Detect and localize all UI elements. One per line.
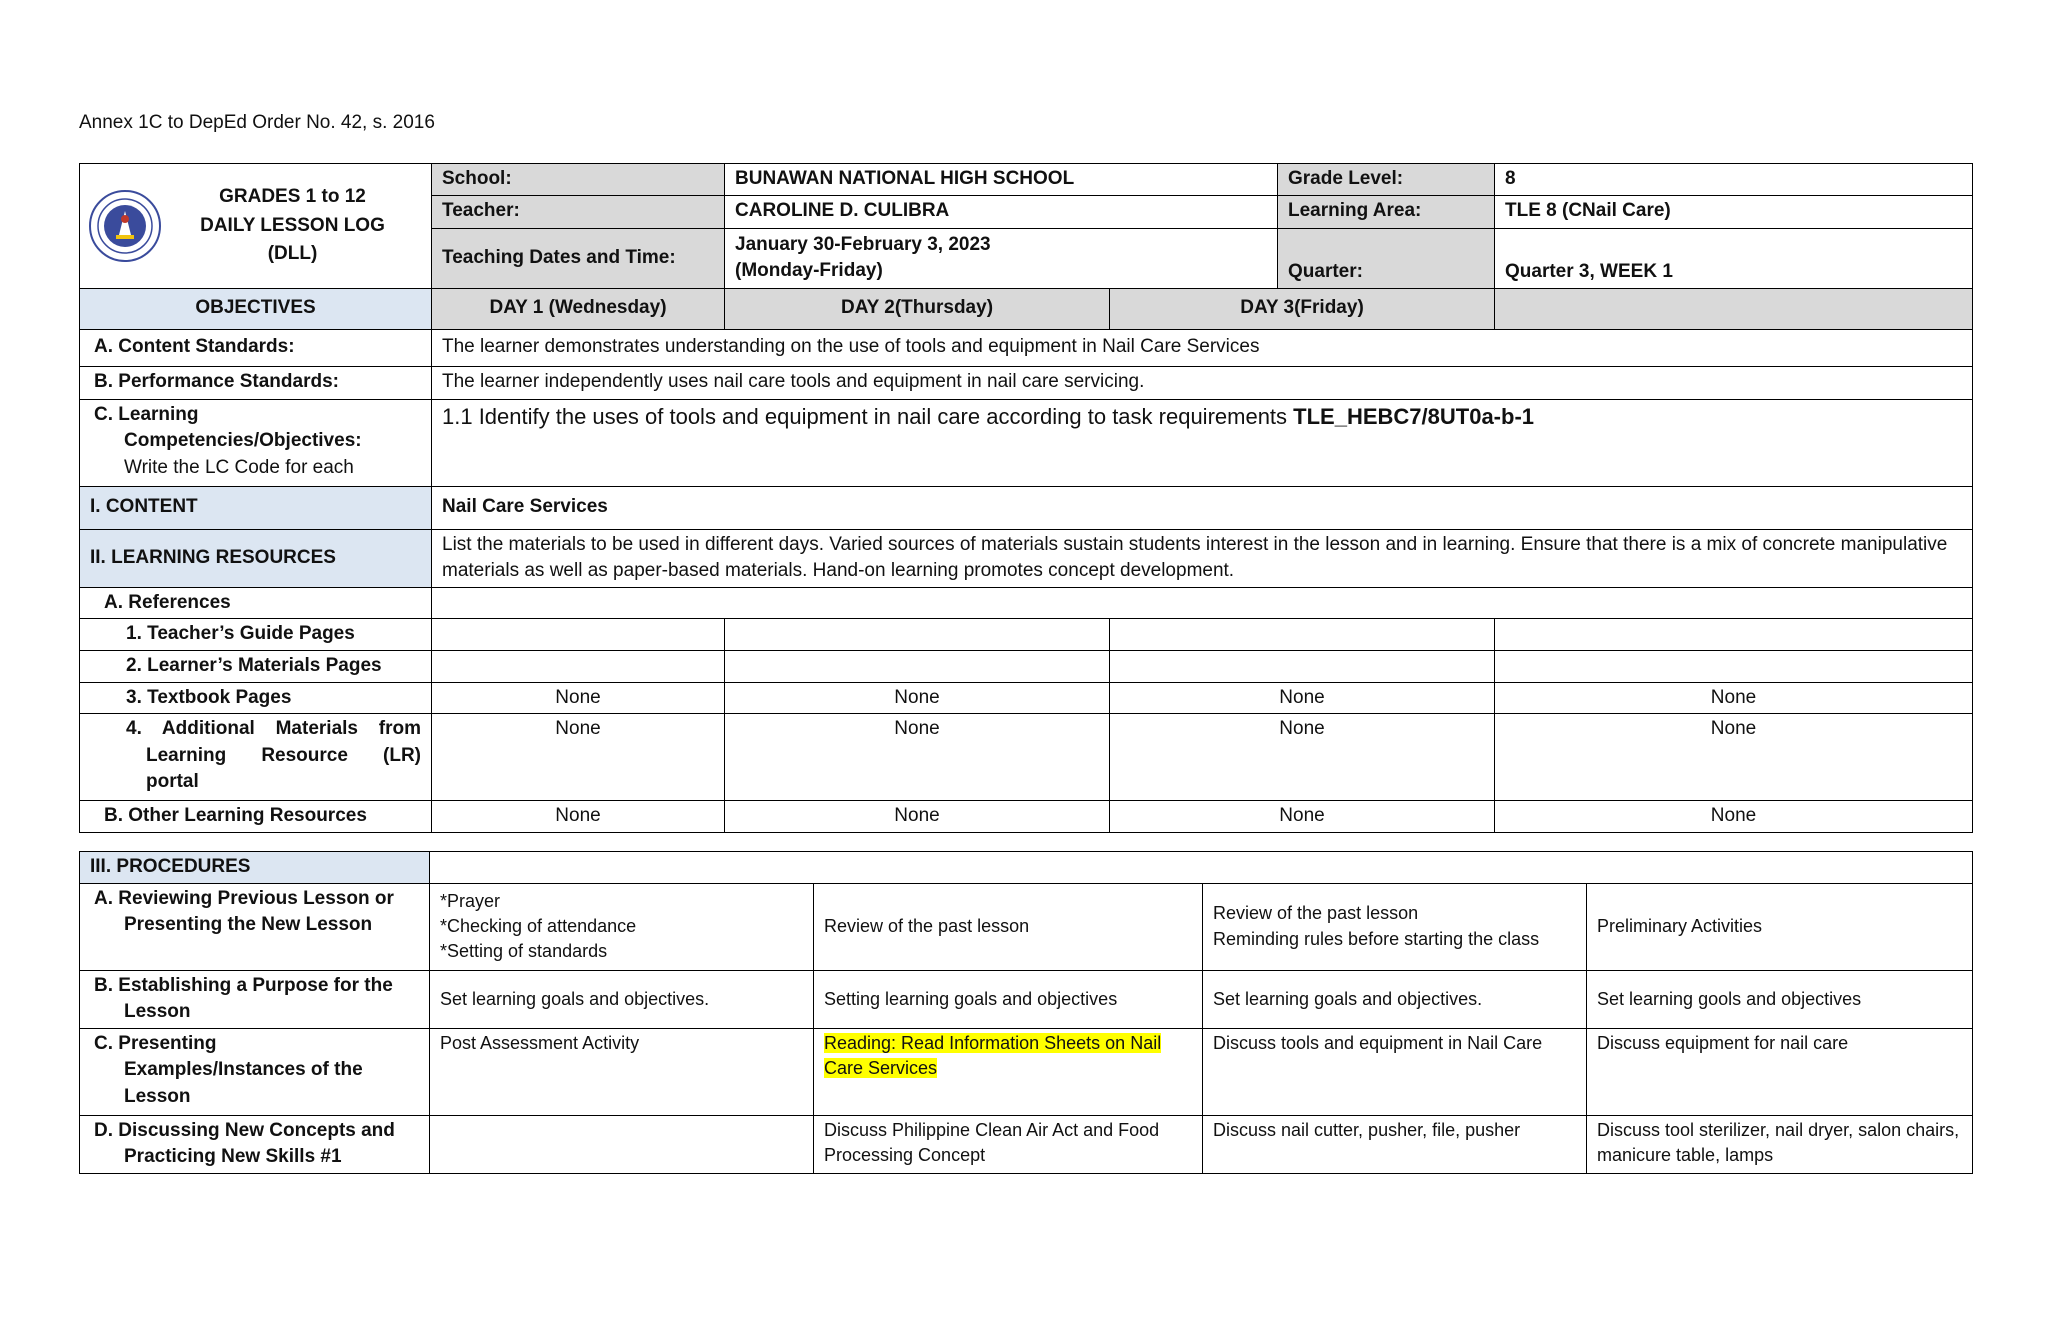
lc-code: TLE_HEBC7/8UT0a-b-1 <box>1293 403 1535 429</box>
dates-line: January 30-February 3, 2023 <box>735 233 991 255</box>
procedures-table <box>79 851 1973 1174</box>
school-label: School: <box>432 164 725 196</box>
procedure-d-day1 <box>430 1115 814 1173</box>
procedure-d-label: D. Discussing New Concepts and Practicing New Skills #1 <box>80 1115 430 1173</box>
day4-header <box>1495 288 1973 329</box>
dll-title-line: DAILY LESSON LOG <box>200 214 385 236</box>
lm-day3 <box>1110 650 1495 682</box>
lm-day4 <box>1495 650 1973 682</box>
textbook-day2: None <box>725 682 1110 714</box>
textbook-pages-label: 3. Textbook Pages <box>80 682 432 714</box>
annex-reference: Annex 1C to DepEd Order No. 42, s. 2016 <box>79 112 435 133</box>
quarter-value: Quarter 3, WEEK 1 <box>1495 228 1973 288</box>
content-standards-text: The learner demonstrates understanding on the use of tools and equipment in Nail Care Services <box>432 329 1973 366</box>
procedure-d-day3: Discuss nail cutter, pusher, file, pusher <box>1203 1115 1587 1173</box>
additional-day3: None <box>1110 714 1495 801</box>
procedure-b-label: B. Establishing a Purpose for the Lesson <box>80 970 430 1028</box>
procedure-c-day2 <box>814 1028 1203 1115</box>
tg-day1 <box>432 619 725 651</box>
teacher-label: Teacher: <box>432 195 725 228</box>
teaching-dates-label: Teaching Dates and Time: <box>432 228 725 288</box>
tg-day3 <box>1110 619 1495 651</box>
procedure-d-day4: Discuss tool sterilizer, nail dryer, salon chairs, manicure table, lamps <box>1587 1115 1973 1173</box>
competencies-label: C. Learning Competencies/Objectives: Write the LC Code for each <box>80 399 432 486</box>
objectives-header: OBJECTIVES <box>80 288 432 329</box>
day2-header: DAY 2(Thursday) <box>725 288 1110 329</box>
procedures-label: III. PROCEDURES <box>80 852 430 884</box>
other-day2: None <box>725 801 1110 833</box>
procedure-a-day4: Preliminary Activities <box>1587 883 1973 970</box>
additional-materials-label: 4. Additional Materials from Learning Resource (LR) portal <box>80 714 432 801</box>
day1-header: DAY 1 (Wednesday) <box>432 288 725 329</box>
grade-level-label: Grade Level: <box>1278 164 1495 196</box>
dates-line: (Monday-Friday) <box>735 260 883 282</box>
procedure-a-day1: *Prayer *Checking of attendance *Setting of standards <box>430 883 814 970</box>
competencies-text: 1.1 Identify the uses of tools and equipment in nail care according to task requirements TLE_HEBC7/8UT0a-b-1 <box>432 399 1973 486</box>
learners-materials-label: 2. Learner’s Materials Pages <box>80 650 432 682</box>
procedure-a-label: A. Reviewing Previous Lesson or Presenting the New Lesson <box>80 883 430 970</box>
additional-day1: None <box>432 714 725 801</box>
content-standards-label: A. Content Standards: <box>80 329 432 366</box>
learning-area-label: Learning Area: <box>1278 195 1495 228</box>
procedures-header-cell <box>430 852 1973 884</box>
procedure-c-day3: Discuss tools and equipment in Nail Care <box>1203 1028 1587 1115</box>
deped-seal-icon <box>88 189 162 263</box>
procedure-c-label: C. Presenting Examples/Instances of the Lesson <box>80 1028 430 1115</box>
lesson-log-table <box>79 163 1973 833</box>
textbook-day4: None <box>1495 682 1973 714</box>
procedure-b-day1: Set learning goals and objectives. <box>430 970 814 1028</box>
highlighted-reading-text: Reading: Read Information Sheets on Nail Care Services <box>824 1032 1162 1078</box>
other-day4: None <box>1495 801 1973 833</box>
school-value: BUNAWAN NATIONAL HIGH SCHOOL <box>725 164 1278 196</box>
additional-day4: None <box>1495 714 1973 801</box>
learning-resources-text: List the materials to be used in different days. Varied sources of materials sustain students interest in the lesson and in learning. Ensure that there is a mix of concrete manipulative materials as well as paper-based materials. Hand-on learning promotes concept development. <box>432 529 1973 587</box>
lm-day2 <box>725 650 1110 682</box>
procedure-a-day2: Review of the past lesson <box>814 883 1203 970</box>
other-day3: None <box>1110 801 1495 833</box>
lm-day1 <box>432 650 725 682</box>
teachers-guide-label: 1. Teacher’s Guide Pages <box>80 619 432 651</box>
quarter-label: Quarter: <box>1278 228 1495 288</box>
content-value: Nail Care Services <box>432 486 1973 529</box>
procedure-b-day3: Set learning goals and objectives. <box>1203 970 1587 1028</box>
day3-header: DAY 3(Friday) <box>1110 288 1495 329</box>
procedure-b-day2: Setting learning goals and objectives <box>814 970 1203 1028</box>
textbook-day3: None <box>1110 682 1495 714</box>
dll-title-cell <box>80 164 432 289</box>
procedure-d-day2: Discuss Philippine Clean Air Act and Food Processing Concept <box>814 1115 1203 1173</box>
performance-standards-label: B. Performance Standards: <box>80 366 432 399</box>
learning-resources-label: II. LEARNING RESOURCES <box>80 529 432 587</box>
procedure-b-day4: Set learning gools and objectives <box>1587 970 1973 1028</box>
dll-title-line: (DLL) <box>267 243 318 265</box>
other-day1: None <box>432 801 725 833</box>
textbook-day1: None <box>432 682 725 714</box>
learning-area-value: TLE 8 (CNail Care) <box>1495 195 1973 228</box>
tg-day2 <box>725 619 1110 651</box>
other-resources-label: B. Other Learning Resources <box>80 801 432 833</box>
references-label: A. References <box>80 587 432 619</box>
tg-day4 <box>1495 619 1973 651</box>
performance-standards-text: The learner independently uses nail care tools and equipment in nail care servicing. <box>432 366 1973 399</box>
procedure-c-day4: Discuss equipment for nail care <box>1587 1028 1973 1115</box>
procedure-a-day3: Review of the past lesson Reminding rules before starting the class <box>1203 883 1587 970</box>
teacher-value: CAROLINE D. CULIBRA <box>725 195 1278 228</box>
procedure-c-day1: Post Assessment Activity <box>430 1028 814 1115</box>
references-cell <box>432 587 1973 619</box>
grade-level-value: 8 <box>1495 164 1973 196</box>
content-section-label: I. CONTENT <box>80 486 432 529</box>
dll-title-line: GRADES 1 to 12 <box>219 186 366 208</box>
additional-day2: None <box>725 714 1110 801</box>
lc-code-note: Write the LC Code for each <box>124 456 354 478</box>
teaching-dates-value <box>725 228 1278 288</box>
